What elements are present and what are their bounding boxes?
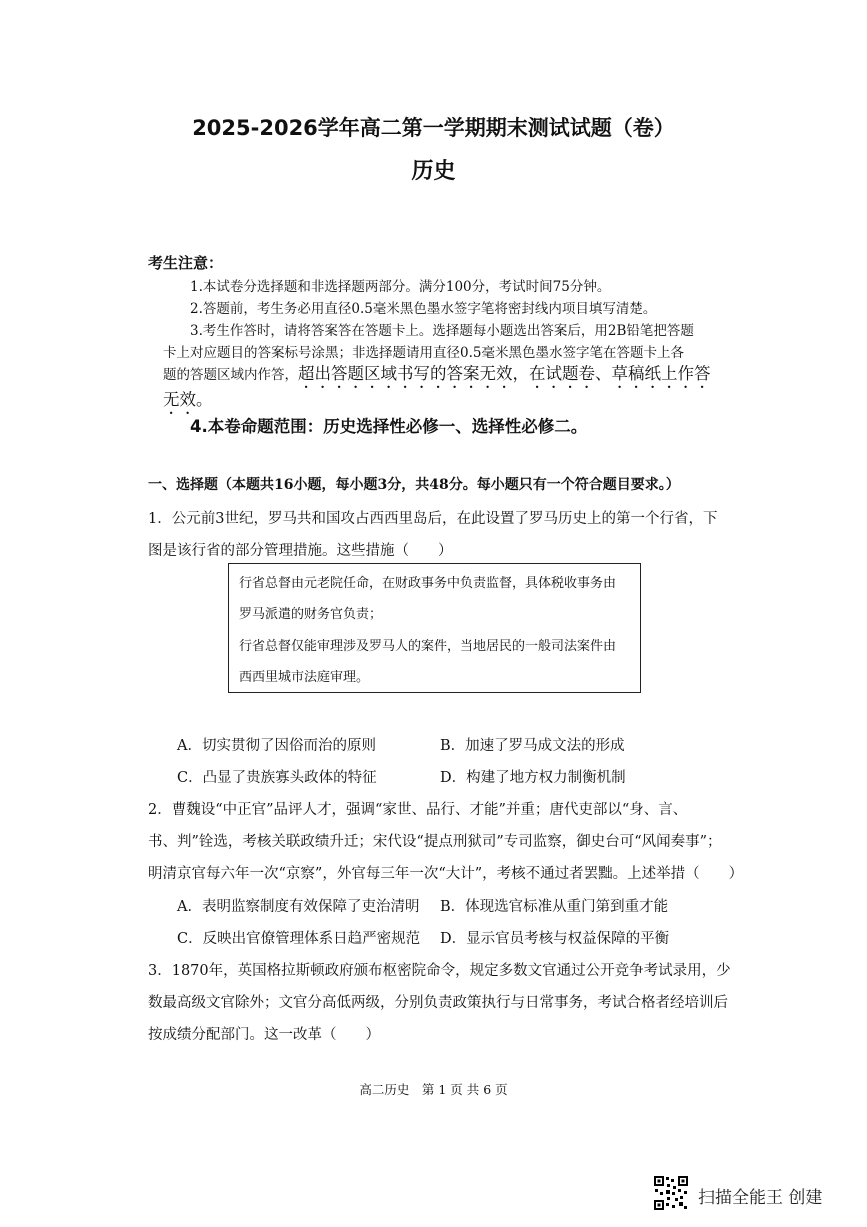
question-2-option-b: B．体现选官标准从重门第到重才能 bbox=[440, 899, 669, 915]
section-1-heading: 一、选择题（本题共16小题，每小题3分，共48分。每小题只有一个符合题目要求。） bbox=[148, 477, 680, 493]
question-1-line-2: 图是该行省的部分管理措施。这些措施（ ） bbox=[148, 543, 453, 559]
question-2-option-d: D．显示官员考核与权益保障的平衡 bbox=[440, 931, 670, 947]
question-3-line-2: 数最高级文官除外；文官分高低两级，分别负责政策执行与日常事务，考试合格者经培训后 bbox=[148, 995, 728, 1011]
notice-heading: 考生注意： bbox=[148, 254, 224, 272]
notice-item-3-line-2: 卡上对应题目的答案标号涂黑；非选择题请用直径0.5毫米黑色墨水签字笔在答题卡上各 bbox=[163, 345, 684, 361]
subject-title: 历史 bbox=[411, 159, 456, 184]
material-line-1: 行省总督由元老院任命，在财政事务中负责监督，具体税收事务由 bbox=[239, 576, 617, 591]
page-footer: 高二历史 第 1 页 共 6 页 bbox=[359, 1082, 508, 1097]
question-1-material-box bbox=[228, 563, 641, 693]
question-2-option-a: A．表明监察制度有效保障了吏治清明 bbox=[177, 899, 420, 915]
scanner-watermark: 扫描全能王 创建 bbox=[698, 1188, 823, 1208]
question-1-option-d: D．构建了地方权力制衡机制 bbox=[440, 770, 626, 786]
question-2-line-2: 书、判”铨选，考核关联政绩升迁；宋代设“提点刑狱司”专司监察，御史台可“风闻奏事”； bbox=[148, 834, 722, 850]
material-line-4: 西西里城市法庭审理。 bbox=[239, 670, 370, 685]
notice-item-3-line-1: 3.考生作答时，请将答案答在答题卡上。选择题每小题选出答案后，用2B铅笔把答题 bbox=[190, 323, 694, 339]
question-2-option-c: C．反映出官僚管理体系日趋严密规范 bbox=[177, 931, 421, 947]
question-3-line-3: 按成绩分配部门。这一改革（ ） bbox=[148, 1027, 380, 1043]
question-2-line-1: 2．曹魏设“中正官”品评人才，强调“家世、品行、才能”并重；唐代吏部以“身、言、 bbox=[148, 802, 688, 818]
question-1-option-b: B．加速了罗马成文法的形成 bbox=[440, 738, 625, 754]
material-line-2: 罗马派遣的财务官负责； bbox=[239, 607, 383, 622]
notice-item-3-line-3-plain: 题的答题区域内作答， bbox=[163, 367, 298, 383]
question-1-line-1: 1．公元前3世纪，罗马共和国攻占西西里岛后，在此设置了罗马历史上的第一个行省，下 bbox=[148, 511, 718, 527]
notice-item-3-line-3 bbox=[163, 360, 711, 392]
question-1-option-c: C．凸显了贵族寡头政体的特征 bbox=[177, 770, 377, 786]
notice-item-3-line-4: 无效。 bbox=[163, 390, 213, 409]
question-1-option-a: A．切实贯彻了因俗而治的原则 bbox=[177, 738, 376, 754]
question-3-line-1: 3．1870年，英国格拉斯顿政府颁布枢密院命令，规定多数文官通过公开竞争考试录用，少 bbox=[148, 963, 731, 979]
notice-item-1: 1.本试卷分选择题和非选择题两部分。满分100分，考试时间75分钟。 bbox=[190, 279, 611, 295]
material-line-3: 行省总督仅能审理涉及罗马人的案件，当地居民的一般司法案件由 bbox=[239, 639, 617, 654]
notice-item-2: 2.答题前，考生务必用直径0.5毫米黑色墨水签字笔将密封线内项目填写清楚。 bbox=[190, 301, 657, 317]
qr-code-icon bbox=[653, 1175, 689, 1211]
notice-item-3-emphasis: 超出答题区域书写的答案无效，在试题卷、草稿纸上作答 bbox=[298, 364, 711, 383]
question-2-line-3: 明清京官每六年一次“京察”，外官每三年一次“大计”，考核不通过者罢黜。上述举措（ ） bbox=[148, 866, 744, 882]
notice-item-4: 4.本卷命题范围：历史选择性必修一、选择性必修二。 bbox=[190, 417, 588, 436]
exam-title: 2025-2026学年高二第一学期期末测试试题（卷） bbox=[192, 116, 675, 140]
